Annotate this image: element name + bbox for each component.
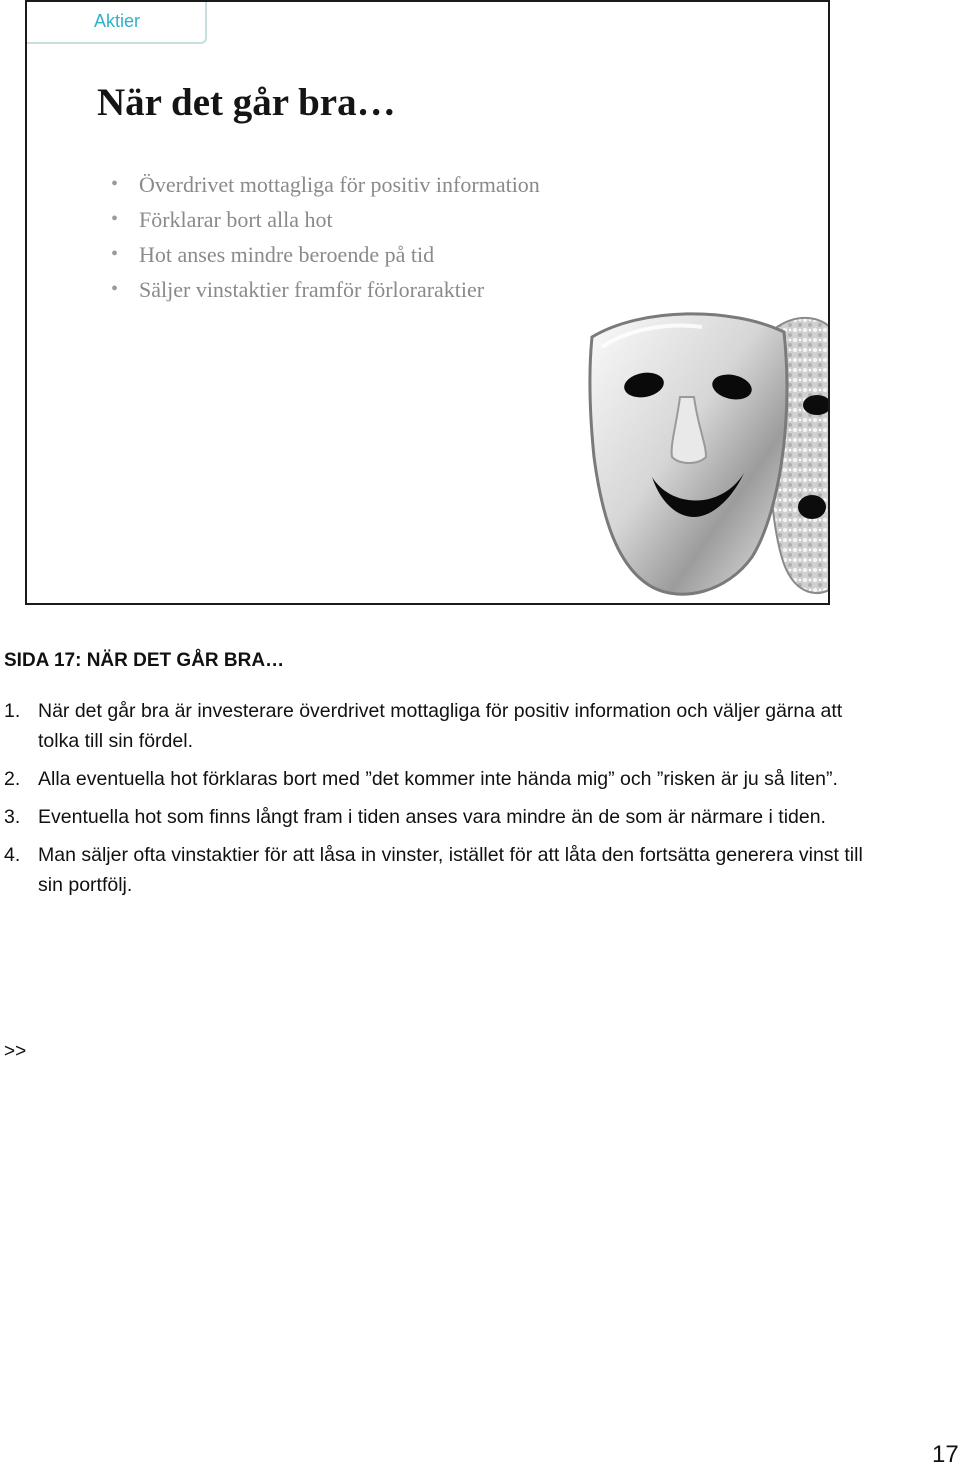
slide-bullet: • Säljer vinstaktier framför förloraraktier (111, 277, 485, 302)
slide-thumbnail (25, 0, 830, 605)
list-item: 1. När det går bra är investerare överdrivet mottagliga för positiv information och väljer gärna att tolka till sin fördel. (4, 700, 843, 752)
list-item: 4. Man säljer ofta vinstaktier för att låsa in vinster, istället för att låta den fortsätta generera vinst till sin portfölj. (4, 844, 863, 896)
section-tab (27, 2, 207, 44)
section-tab-label: Aktier (94, 11, 141, 31)
slide-bullet-list (111, 170, 559, 310)
slide-bullet: • Förklarar bort alla hot (111, 207, 333, 232)
next-page-link[interactable]: >> (4, 1041, 27, 1062)
list-item: 3. Eventuella hot som finns långt fram i tiden anses vara mindre än de som är närmare i tiden. (4, 806, 826, 828)
slide-bullet: • Hot anses mindre beroende på tid (111, 242, 435, 267)
theater-masks-icon (572, 287, 830, 603)
list-item: 2. Alla eventuella hot förklaras bort med ”det kommer inte hända mig” och ”risken är ju så liten”. (4, 768, 838, 790)
notes-list (4, 696, 864, 900)
speaker-notes (4, 650, 864, 908)
page-number: 17 (932, 1441, 959, 1468)
slide-bullet: • Överdrivet mottagliga för positiv information (111, 172, 540, 197)
slide-title: När det går bra… (97, 81, 396, 124)
notes-heading: SIDA 17: NÄR DET GÅR BRA… (4, 650, 285, 671)
